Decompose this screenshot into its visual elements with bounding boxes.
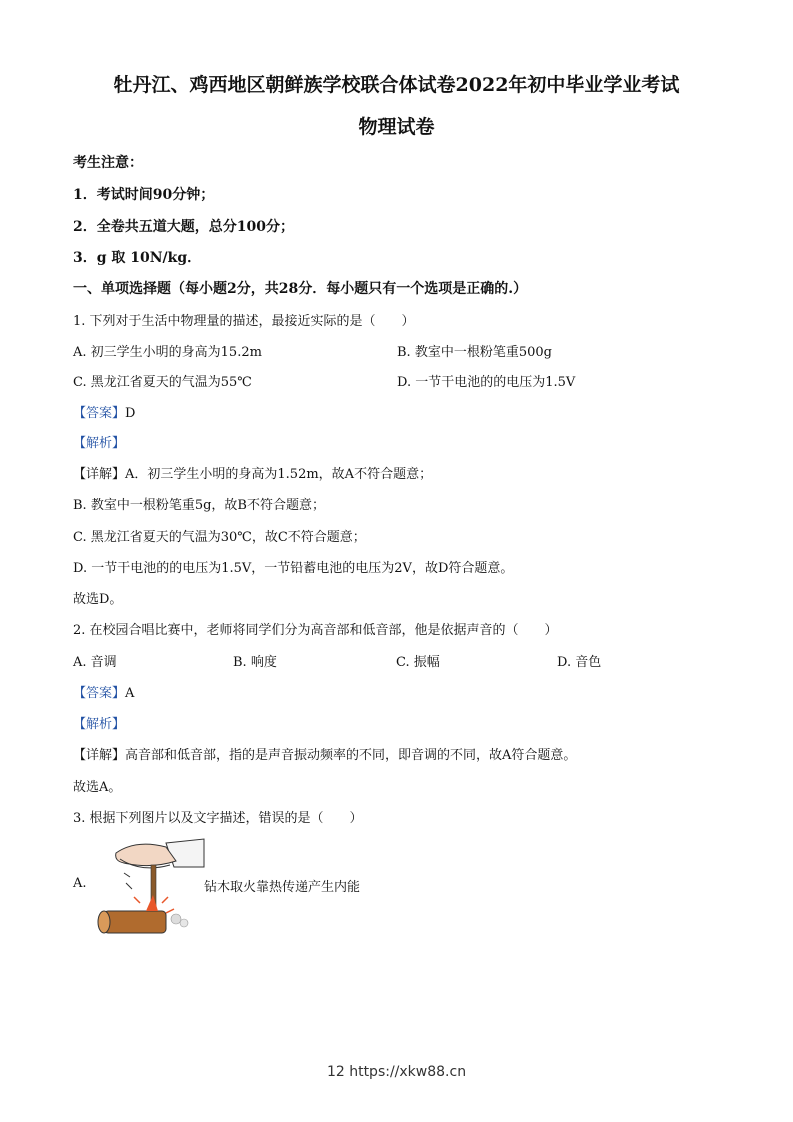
q1-analysis-tag: 【解析】 — [73, 436, 126, 451]
exam-title-line1: 牡丹江、鸡西地区朝鲜族学校联合体试卷2022年初中毕业学业考试 — [113, 74, 680, 96]
q3-option-a-label: A. — [73, 876, 87, 891]
q1-conclusion: 故选D。 — [73, 592, 123, 607]
q2-option-b: B. 响度 — [233, 655, 277, 670]
q1-detail-2: B. 教室中一根粉笔重5g，故B不符合题意； — [73, 498, 325, 513]
q3-option-a-text: 钻木取火靠热传递产生内能 — [204, 880, 361, 895]
q1-option-d: D. 一节干电池的的电压为1.5V — [397, 375, 576, 390]
q2-answer — [73, 682, 134, 701]
notice-heading: 考生注意： — [73, 155, 143, 171]
page-footer: 12 https://xkw88.cn — [326, 1064, 467, 1080]
q1-answer — [73, 402, 135, 421]
exam-title-line2: 物理试卷 — [358, 116, 435, 138]
q1-stem: 1. 下列对于生活中物理量的描述，最接近实际的是（ ） — [73, 314, 415, 329]
q1-option-c: C. 黑龙江省夏天的气温为55℃ — [73, 375, 252, 390]
q2-answer-value: A — [125, 686, 135, 701]
q2-conclusion: 故选A。 — [73, 780, 122, 795]
q2-analysis-tag: 【解析】 — [73, 717, 126, 732]
notice-item-3: 3．g 取 10N/kg． — [73, 250, 202, 266]
q2-detail-text: 高音部和低音部，指的是声音振动频率的不同，即音调的不同，故A符合题意。 — [125, 748, 577, 763]
q1-detail-text-1: A．初三学生小明的身高为1.52m，故A不符合题意； — [125, 467, 433, 482]
notice-item-1: 1．考试时间90分钟； — [73, 187, 215, 203]
answer-tag: 【答案】 — [73, 406, 126, 421]
q1-detail-1 — [73, 463, 432, 482]
q3-stem: 3. 根据下列图片以及文字描述，错误的是（ ） — [73, 811, 363, 826]
q1-answer-value: D — [125, 406, 136, 421]
detail-tag: 【详解】 — [73, 467, 126, 482]
q1-option-a: A. 初三学生小明的身高为15.2m — [73, 345, 262, 360]
section-heading: 一、单项选择题（每小题2分，共28分．每小题只有一个选项是正确的.） — [73, 281, 528, 297]
notice-item-2: 2．全卷共五道大题，总分100分； — [73, 219, 294, 235]
q1-detail-4: D. 一节干电池的的电压为1.5V，一节铅蓄电池的电压为2V，故D符合题意。 — [73, 561, 514, 576]
answer-tag: 【答案】 — [73, 686, 126, 701]
q2-option-c: C. 振幅 — [396, 655, 440, 670]
q2-stem: 2. 在校园合唱比赛中，老师将同学们分为高音部和低音部，他是依据声音的（ ） — [73, 623, 558, 638]
detail-tag: 【详解】 — [73, 748, 126, 763]
drill-fire-illustration — [96, 833, 206, 935]
q2-detail — [73, 744, 576, 763]
q1-detail-3: C. 黑龙江省夏天的气温为30℃，故C不符合题意； — [73, 530, 366, 545]
q2-option-a: A. 音调 — [73, 655, 117, 670]
q2-option-d: D. 音色 — [557, 655, 602, 670]
q1-option-b: B. 教室中一根粉笔重500g — [397, 345, 552, 360]
